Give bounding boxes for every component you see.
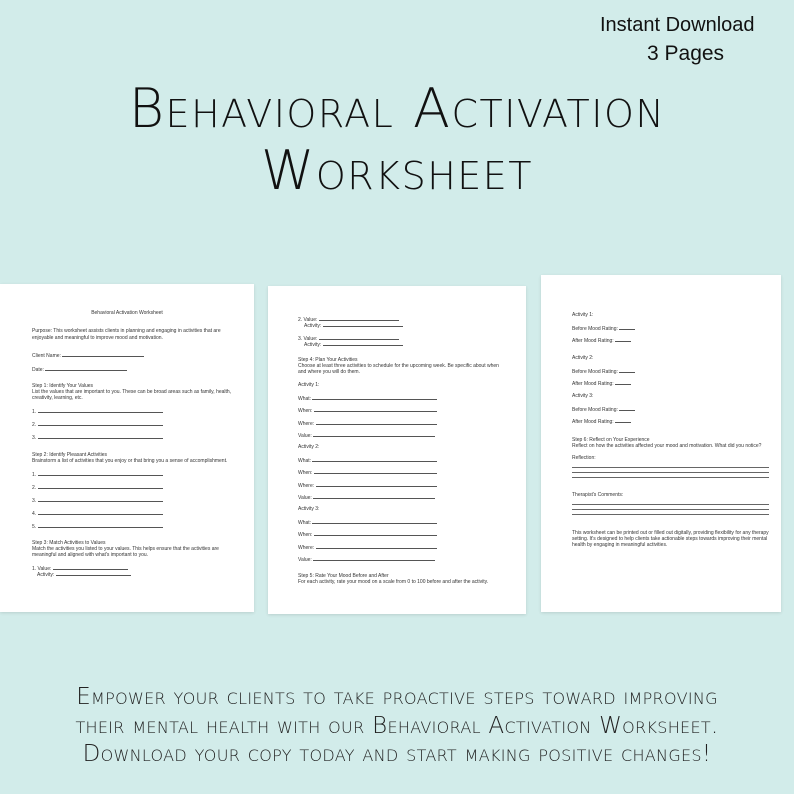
step-5-heading: Step 5: Rate Your Mood Before and After (298, 573, 389, 579)
closing-line-1: This worksheet can be printed out or filled out digitally, providing flexibility for any therapy (572, 530, 769, 536)
step-4-desc-2: and where you will do them. (298, 369, 360, 375)
plan-2-value: Value: (298, 494, 435, 502)
title-line-2: Worksheet (260, 139, 534, 202)
client-name-field (32, 352, 144, 360)
worksheet-page-1 (0, 284, 254, 612)
match-value-3: 3. Value: (298, 335, 399, 343)
step-4-desc-1: Choose at least three activities to schedule for the upcoming week. Be specific about when (298, 363, 499, 369)
match-value-1: 1. Value: (32, 565, 128, 573)
plan-1-when: When: (298, 407, 437, 415)
plan-2-where: Where: (298, 482, 437, 490)
value-blank-3: 3. (32, 434, 163, 442)
rating-2-before: Before Mood Rating: (572, 368, 635, 376)
promo-text (0, 683, 794, 769)
value-blank-2: 2. (32, 421, 163, 429)
rating-activity-2-label: Activity 2: (572, 355, 594, 361)
purpose-line-1: Purpose: This worksheet assists clients in planning and engaging in activities that are (32, 328, 221, 334)
match-activity-1: Activity: (37, 571, 131, 579)
date-label: Date: (32, 367, 44, 373)
purpose-line-2: enjoyable and meaningful to improve mood and motivation. (32, 335, 163, 341)
activity-blank-3: 3. (32, 497, 163, 505)
rating-3-after: After Mood Rating: (572, 418, 631, 426)
therapist-line-1 (572, 504, 769, 505)
promo-line-3: Download your copy today and start making positive changes! (82, 741, 712, 767)
step-3-desc-2: meaningful and aligned with what's important to you. (32, 552, 149, 558)
plan-3-what: What: (298, 519, 437, 527)
rating-activity-3-label: Activity 3: (572, 393, 594, 399)
step-5-desc: For each activity, rate your mood on a scale from 0 to 100 before and after the activity. (298, 579, 489, 585)
therapist-comments-label: Therapist's Comments: (572, 492, 624, 498)
plan-3-when: When: (298, 531, 437, 539)
value-blank-1: 1. (32, 408, 163, 416)
closing-line-3: health by engaging in meaningful activities. (572, 542, 668, 548)
promo-line-1: Empower your clients to take proactive steps toward improving (76, 684, 718, 710)
plan-3-where: Where: (298, 544, 437, 552)
rating-2-after: After Mood Rating: (572, 380, 631, 388)
plan-1-value: Value: (298, 432, 435, 440)
badge-line-1: Instant Download (600, 14, 755, 36)
plan-activity-2-label: Activity 2: (298, 444, 320, 450)
plan-activity-3-label: Activity 3: (298, 506, 320, 512)
reflection-label: Reflection: (572, 455, 596, 461)
plan-2-what: What: (298, 457, 437, 465)
plan-1-where: Where: (298, 420, 437, 428)
activity-blank-5: 5. (32, 523, 163, 531)
reflection-line-3 (572, 477, 769, 478)
promo-line-2: their mental health with our Behavioral Activation Worksheet. (75, 712, 719, 739)
rating-1-before: Before Mood Rating: (572, 325, 635, 333)
closing-line-2: setting. It's designed to help clients take actionable steps towards improving their mental (572, 536, 768, 542)
product-title (0, 78, 794, 202)
activity-blank-4: 4. (32, 510, 163, 518)
step-3-heading: Step 3: Match Activities to Values (32, 540, 106, 546)
therapist-line-3 (572, 514, 769, 515)
reflection-line-2 (572, 472, 769, 473)
match-value-2: 2. Value: (298, 316, 399, 324)
plan-2-when: When: (298, 469, 437, 477)
reflection-line-1 (572, 467, 769, 468)
step-1-desc-1: List the values that are important to you. These can be broad areas such as family, health, (32, 389, 232, 395)
step-4-heading: Step 4: Plan Your Activities (298, 357, 358, 363)
step-2-heading: Step 2: Identify Pleasant Activities (32, 452, 108, 458)
therapist-line-2 (572, 509, 769, 510)
rating-1-after: After Mood Rating: (572, 337, 631, 345)
activity-blank-1: 1. (32, 471, 163, 479)
activity-blank-2: 2. (32, 484, 163, 492)
step-6-heading: Step 6: Reflect on Your Experience (572, 437, 650, 443)
date-field (32, 366, 127, 374)
worksheet-heading: Behavioral Activation Worksheet (91, 310, 163, 316)
badge-line-2: 3 Pages (647, 42, 725, 65)
rating-3-before: Before Mood Rating: (572, 406, 635, 414)
plan-3-value: Value: (298, 556, 435, 564)
step-1-desc-2: creativity, learning, etc. (32, 395, 83, 401)
step-6-desc: Reflect on how the activities affected your mood and motivation. What did you notice? (572, 443, 762, 449)
step-1-heading: Step 1: Identify Your Values (32, 383, 94, 389)
worksheet-page-3 (541, 275, 781, 612)
title-line-1: Behavioral Activation (128, 77, 666, 140)
match-activity-2: Activity: (304, 322, 403, 330)
match-activity-3: Activity: (304, 341, 403, 349)
plan-activity-1-label: Activity 1: (298, 382, 320, 388)
step-3-desc-1: Match the activities you listed to your values. This helps ensure that the activities are (32, 546, 219, 552)
worksheet-page-2 (268, 286, 526, 614)
client-name-label: Client Name: (32, 353, 61, 359)
step-2-desc: Brainstorm a list of activities that you enjoy or that bring you a sense of accomplishment. (32, 458, 228, 464)
plan-1-what: What: (298, 395, 437, 403)
rating-activity-1-label: Activity 1: (572, 312, 594, 318)
